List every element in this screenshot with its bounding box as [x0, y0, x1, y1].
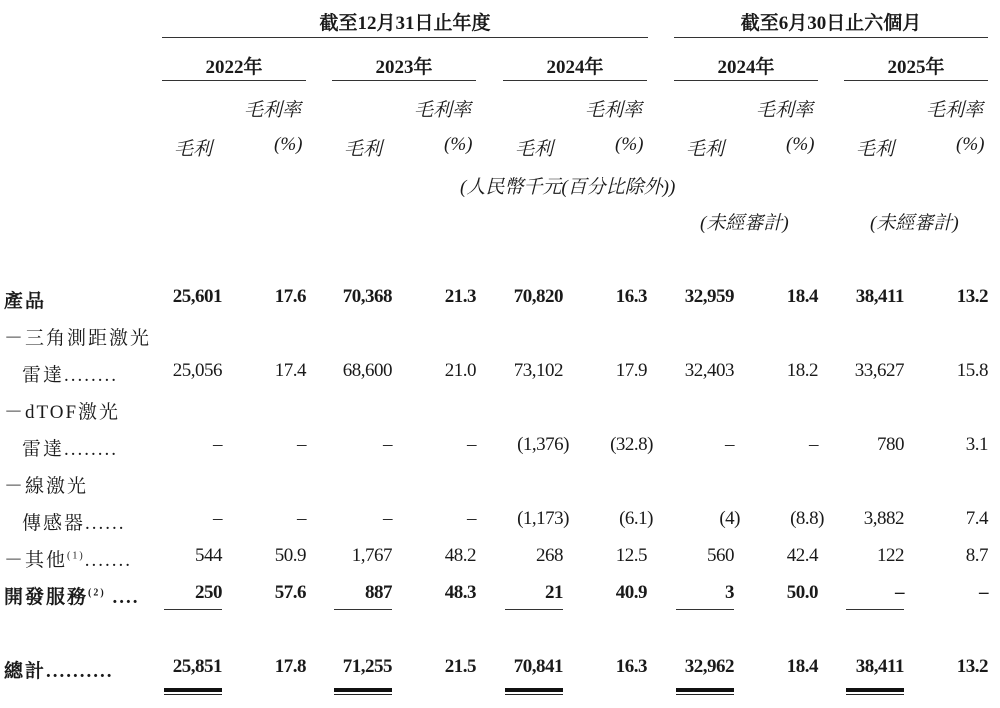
- cell-gross-profit: –: [383, 434, 392, 455]
- row-label-triangulation-line1: －三角測距激光: [4, 328, 152, 349]
- cell-margin: –: [467, 508, 476, 529]
- cell-margin: 17.8: [274, 656, 306, 677]
- cell-margin: (8.8): [790, 508, 824, 529]
- cell-margin: 18.4: [786, 656, 818, 677]
- cell-margin: (6.1): [619, 508, 653, 529]
- cell-margin: 50.0: [786, 582, 818, 603]
- cell-gross-profit: 73,102: [513, 360, 563, 381]
- row-label-products: 產品: [4, 291, 47, 312]
- col-header-gross-profit: 毛利: [174, 139, 213, 160]
- col-header-margin-pct: (%): [786, 134, 815, 155]
- cell-gross-profit: 1,767: [351, 545, 392, 566]
- cell-margin: 7.4: [965, 508, 988, 529]
- cell-margin: 57.6: [274, 582, 306, 603]
- cell-margin: 16.3: [615, 286, 647, 307]
- cell-gross-profit: 32,403: [684, 360, 734, 381]
- cell-margin: 18.2: [786, 360, 818, 381]
- cell-gross-profit: –: [213, 434, 222, 455]
- cell-margin: 18.4: [786, 286, 818, 307]
- col-header-margin-pct: (%): [444, 134, 473, 155]
- period-header-2023: 2023年: [375, 57, 433, 78]
- period-header-2025-h1: 2025年: [887, 57, 945, 78]
- cell-margin: 12.5: [615, 545, 647, 566]
- col-header-margin: 毛利率: [585, 100, 643, 121]
- cell-margin: 50.9: [274, 545, 306, 566]
- col-header-margin: 毛利率: [756, 100, 814, 121]
- col-header-margin: 毛利率: [414, 100, 472, 121]
- row-label-dtof: 雷達........: [22, 439, 119, 460]
- leader-dots: ....: [105, 587, 140, 608]
- cell-gross-profit: –: [383, 508, 392, 529]
- cell-margin: 13.2: [956, 656, 988, 677]
- dev-services-label-text: 開發服務: [4, 587, 89, 608]
- cell-margin: –: [467, 434, 476, 455]
- row-label-line-laser: 傳感器......: [22, 513, 126, 534]
- group-header-six-months: 截至6月30日止六個月: [740, 13, 922, 34]
- col-header-gross-profit: 毛利: [686, 139, 725, 160]
- cell-gross-profit: 122: [877, 545, 904, 566]
- row-label-total: 總計..........: [4, 661, 114, 682]
- cell-gross-profit: 544: [195, 545, 222, 566]
- total-double-underline: [676, 688, 734, 696]
- cell-margin: –: [979, 582, 988, 603]
- cell-margin: 48.2: [444, 545, 476, 566]
- total-double-underline: [164, 688, 222, 696]
- footnote-marker: (1): [67, 550, 85, 562]
- col-header-gross-profit: 毛利: [344, 139, 383, 160]
- col-header-gross-profit: 毛利: [515, 139, 554, 160]
- cell-gross-profit: 32,959: [684, 286, 734, 307]
- subtotal-underline: [164, 609, 222, 610]
- cell-margin: –: [297, 434, 306, 455]
- col-header-margin-pct: (%): [615, 134, 644, 155]
- cell-gross-profit: 25,851: [172, 656, 222, 677]
- cell-gross-profit: 560: [707, 545, 734, 566]
- col-header-margin: 毛利率: [926, 100, 984, 121]
- cell-gross-profit: (1,376): [517, 434, 569, 455]
- cell-margin: 17.9: [615, 360, 647, 381]
- cell-margin: 17.4: [274, 360, 306, 381]
- group-header-year-end: 截至12月31日止年度: [319, 13, 491, 34]
- cell-gross-profit: 70,368: [342, 286, 392, 307]
- cell-margin: –: [297, 508, 306, 529]
- row-label-dtof-line1: －dTOF激光: [4, 402, 121, 423]
- period-header-2024: 2024年: [546, 57, 604, 78]
- cell-margin: 21.3: [444, 286, 476, 307]
- cell-margin: 3.1: [965, 434, 988, 455]
- cell-margin: 8.7: [965, 545, 988, 566]
- cell-gross-profit: (1,173): [517, 508, 569, 529]
- cell-gross-profit: 268: [536, 545, 563, 566]
- cell-margin: (32.8): [610, 434, 653, 455]
- cell-gross-profit: 38,411: [855, 656, 904, 677]
- subtotal-underline: [676, 609, 734, 610]
- cell-gross-profit: –: [895, 582, 904, 603]
- cell-gross-profit: 780: [877, 434, 904, 455]
- cell-gross-profit: 3: [725, 582, 734, 603]
- cell-gross-profit: 71,255: [342, 656, 392, 677]
- leader-dots: .......: [84, 550, 132, 571]
- cell-margin: 21.5: [444, 656, 476, 677]
- cell-margin: 42.4: [786, 545, 818, 566]
- cell-gross-profit: –: [213, 508, 222, 529]
- group-rule-six-months: [674, 37, 988, 38]
- cell-gross-profit: 68,600: [342, 360, 392, 381]
- col-header-margin-pct: (%): [956, 134, 985, 155]
- cell-gross-profit: 3,882: [863, 508, 904, 529]
- cell-margin: –: [809, 434, 818, 455]
- group-rule-year-end: [162, 37, 648, 38]
- total-double-underline: [334, 688, 392, 696]
- unit-note: (人民幣千元(百分比除外)): [460, 177, 676, 198]
- cell-gross-profit: 887: [365, 582, 392, 603]
- period-rule: [162, 80, 306, 81]
- period-rule: [503, 80, 647, 81]
- cell-margin: 40.9: [615, 582, 647, 603]
- cell-gross-profit: 32,962: [684, 656, 734, 677]
- col-header-gross-profit: 毛利: [856, 139, 895, 160]
- period-header-2022: 2022年: [205, 57, 263, 78]
- cell-gross-profit: (4): [719, 508, 740, 529]
- col-header-margin-pct: (%): [274, 134, 303, 155]
- cell-margin: 16.3: [615, 656, 647, 677]
- cell-gross-profit: 70,841: [513, 656, 563, 677]
- subtotal-underline: [334, 609, 392, 610]
- total-double-underline: [505, 688, 563, 696]
- total-double-underline: [846, 688, 904, 696]
- footnote-marker: (2): [88, 587, 106, 599]
- row-label-line-laser-line1: －線激光: [4, 476, 89, 497]
- cell-margin: 48.3: [444, 582, 476, 603]
- cell-gross-profit: 250: [195, 582, 222, 603]
- period-rule: [332, 80, 476, 81]
- cell-gross-profit: 25,601: [172, 286, 222, 307]
- period-rule: [844, 80, 988, 81]
- cell-margin: 13.2: [956, 286, 988, 307]
- cell-gross-profit: 38,411: [855, 286, 904, 307]
- cell-margin: 17.6: [274, 286, 306, 307]
- cell-gross-profit: –: [725, 434, 734, 455]
- cell-gross-profit: 33,627: [854, 360, 904, 381]
- period-header-2024-h1: 2024年: [717, 57, 775, 78]
- others-label-text: －其他: [4, 550, 68, 571]
- cell-margin: 15.8: [956, 360, 988, 381]
- col-header-margin: 毛利率: [244, 100, 302, 121]
- cell-gross-profit: 21: [545, 582, 563, 603]
- unaudited-label-2024: (未經審計): [700, 213, 789, 234]
- subtotal-underline: [505, 609, 563, 610]
- cell-gross-profit: 70,820: [513, 286, 563, 307]
- cell-gross-profit: 25,056: [172, 360, 222, 381]
- period-rule: [674, 80, 818, 81]
- row-label-triangulation: 雷達........: [22, 365, 119, 386]
- subtotal-underline: [846, 609, 904, 610]
- cell-margin: 21.0: [444, 360, 476, 381]
- unaudited-label-2025: (未經審計): [870, 213, 959, 234]
